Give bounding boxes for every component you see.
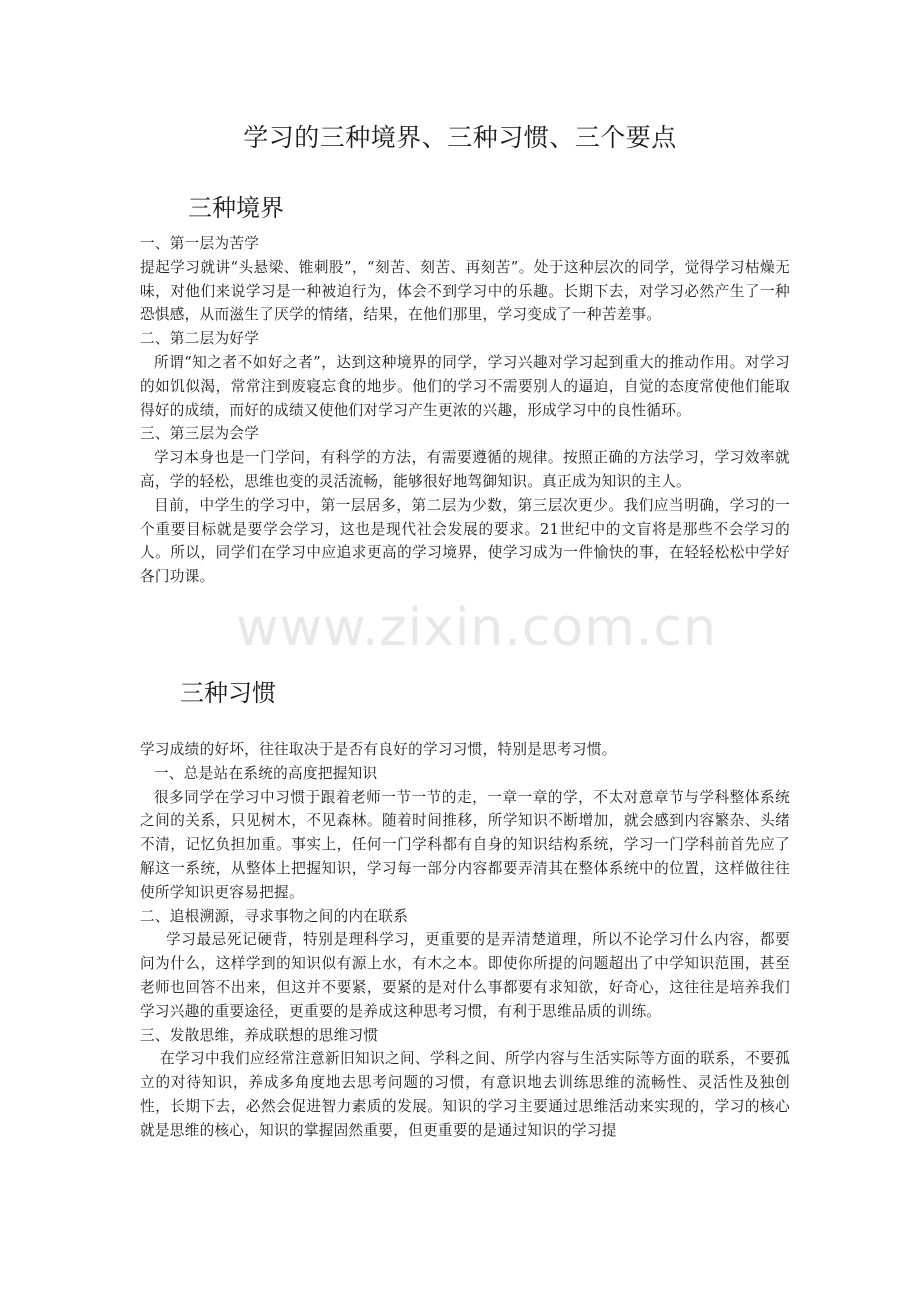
section-heading-realms: 三种境界 bbox=[188, 194, 284, 222]
paragraph: 学习成绩的好坏，往往取决于是否有良好的学习习惯，特别是思考习惯。 bbox=[140, 741, 617, 758]
watermark: www.zixin.com.cn bbox=[236, 598, 717, 658]
section-heading-habits: 三种习惯 bbox=[180, 679, 276, 707]
paragraph: 学习最忌死记硬背，特别是理科学习，更重要的是弄清楚道理，所以不论学习什么内容，都要问为什么，这样学到的知识似有源上水，有木之本。即使你所提的问题超出了中学知识范围，甚至老师也回答不出来，但这并不要紧，要紧的是对什么事都要有求知欲，好奇心，这往往是培养我们学习兴趣的重要途径，更重要的是养成这种思考习惯，有利于思维品质的训练。 bbox=[140, 931, 790, 1020]
subheading: 一、第一层为苦学 bbox=[140, 235, 260, 252]
paragraph: 所谓“知之者不如好之者”，达到这种境界的同学，学习兴趣对学习起到重大的推动作用。对学习的如饥似渴，常常注到废寝忘食的地步。他们的学习不需要别人的逼迫，自觉的态度常使他们能取得好的成绩，而好的成绩又使他们对学习产生更浓的兴趣，形成学习中的良性循环。 bbox=[140, 353, 790, 419]
paragraph: 提起学习就讲“头悬梁、锥刺股”，“刻苦、刻苦、再刻苦”。处于这种层次的同学，觉得学习枯燥无味，对他们来说学习是一种被迫行为，体会不到学习中的乐趣。长期下去，对学习必然产生了一种恐惧感，从而滋生了厌学的情绪，结果，在他们那里，学习变成了一种苦差事。 bbox=[140, 258, 790, 324]
subheading: 三、发散思维，养成联想的思维习惯 bbox=[140, 1026, 379, 1044]
document-title: 学习的三种境界、三种习惯、三个要点 bbox=[243, 123, 677, 152]
paragraph: 很多同学在学习中习惯于跟着老师一节一节的走，一章一章的学，不太对意章节与学科整体系统之间的关系，只见树木，不见森林。随着时间推移，所学知识不断增加，就会感到内容繁杂、头绪不清，记忆负担加重。事实上，任何一门学科都有自身的知识结构系统，学习一门学科前首先应了解这一系统，从整体上把握知识，学习每一部分内容都要弄清其在整体系统中的位置，这样做往往使所学知识更容易把握。 bbox=[140, 788, 790, 901]
section-body-habits bbox=[140, 738, 790, 1143]
paragraph: 学习本身也是一门学问，有科学的方法，有需要遵循的规律。按照正确的方法学习，学习效率就高，学的轻松，思维也变的灵活流畅，能够很好地驾御知识。真正成为知识的主人。 bbox=[140, 449, 790, 490]
subheading: 二、追根溯源，寻求事物之间的内在联系 bbox=[140, 907, 409, 925]
section-body-realms bbox=[140, 232, 790, 589]
subheading: 三、第三层为会学 bbox=[140, 425, 260, 443]
subheading: 二、第二层为好学 bbox=[140, 330, 260, 348]
paragraph: 在学习中我们应经常注意新旧知识之间、学科之间、所学内容与生活实际等方面的联系，不要孤立的对待知识，养成多角度地去思考问题的习惯，有意识地去训练思维的流畅性、灵活性及独创性，长期下去，必然会促进智力素质的发展。知识的学习主要通过思维活动来实现的，学习的核心就是思维的核心，知识的掌握固然重要，但更重要的是通过知识的学习提 bbox=[140, 1050, 790, 1139]
subheading: 一、总是站在系统的高度把握知识 bbox=[154, 764, 378, 782]
paragraph: 目前，中学生的学习中，第一层居多，第二层为少数，第三层次更少。我们应当明确，学习的一个重要目标就是要学会学习，这也是现代社会发展的要求。21世纪中的文盲将是那些不会学习的人。所以，同学们在学习中应追求更高的学习境界，使学习成为一件愉快的事，在轻轻松松中学好各门功课。 bbox=[140, 496, 790, 586]
